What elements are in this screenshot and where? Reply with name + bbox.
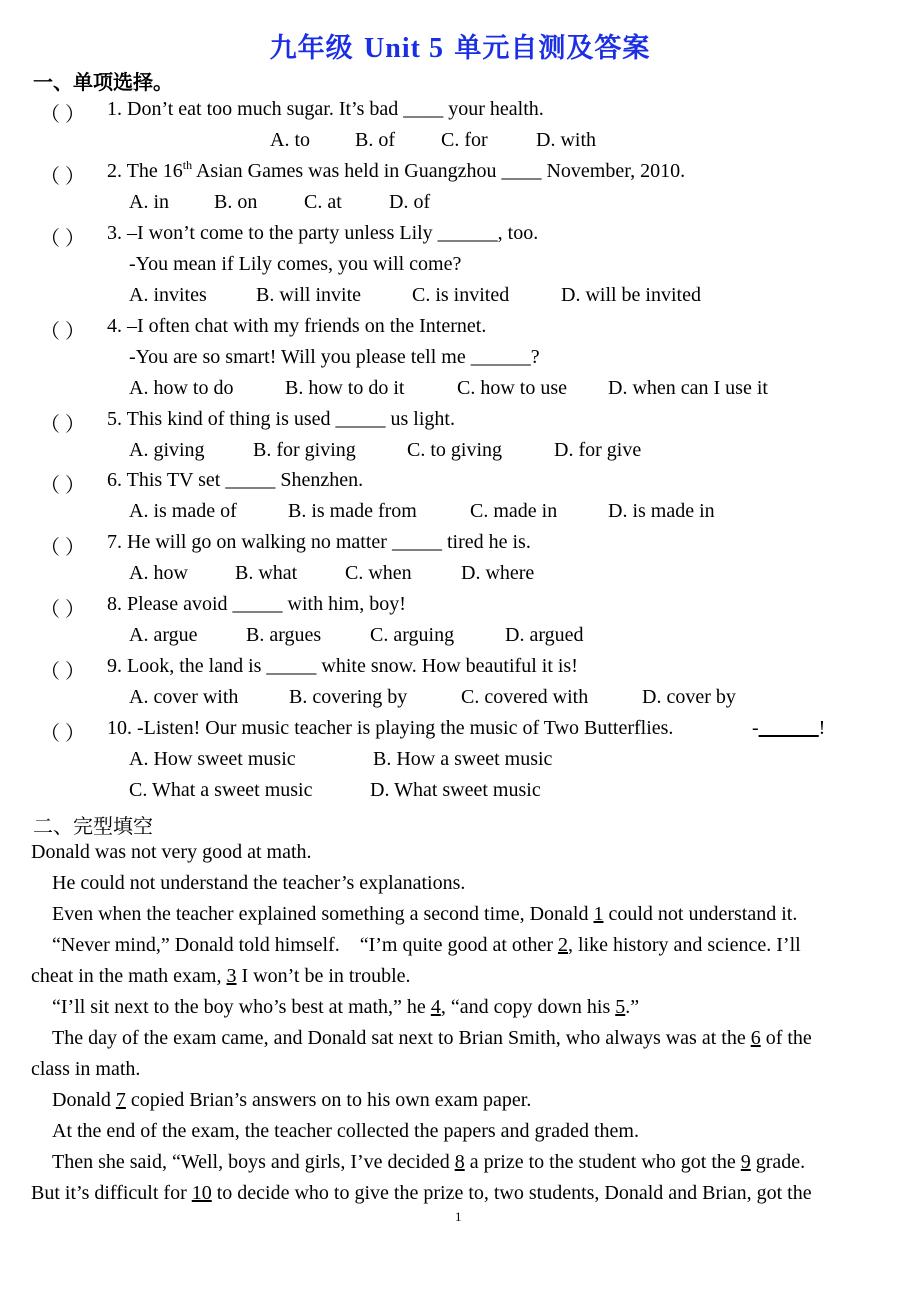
answer-blank[interactable]: （ ） — [40, 228, 85, 250]
option: A. How sweet music — [129, 748, 296, 770]
option: A. to — [270, 129, 310, 151]
option: C. arguing — [370, 624, 455, 646]
cloze-blank-1[interactable]: 1 — [593, 903, 604, 925]
option: B. on — [214, 191, 258, 213]
option: A. in — [129, 191, 169, 213]
option: C. for — [441, 129, 488, 151]
answer-blank[interactable]: （ ） — [40, 414, 85, 436]
passage-line: Donald was not very good at math. — [31, 841, 312, 863]
option: D. is made in — [608, 500, 715, 522]
answer-blank[interactable]: （ ） — [40, 661, 85, 683]
question-1: 1. Don’t eat too much sugar. It’s bad ____ your health. — [107, 98, 544, 120]
passage-line: At the end of the exam, the teacher collected the papers and graded them. — [52, 1120, 639, 1142]
option: C. What a sweet music — [129, 779, 313, 801]
option: B. is made from — [288, 500, 417, 522]
passage-line: The day of the exam came, and Donald sat next to Brian Smith, who always was at the 6 of the — [52, 1027, 812, 1049]
cloze-blank-9[interactable]: 9 — [740, 1151, 751, 1173]
question-3-line-2: -You mean if Lily comes, you will come? — [129, 253, 462, 275]
answer-blank[interactable]: （ ） — [40, 723, 85, 745]
question-10-reply: -______! — [752, 717, 826, 739]
passage-line: He could not understand the teacher’s explanations. — [52, 872, 466, 894]
option: D. for give — [554, 439, 642, 461]
question-2: 2. The 16th Asian Games was held in Guangzhou ____ November, 2010. — [107, 158, 686, 182]
option: B. argues — [246, 624, 322, 646]
option: C. at — [304, 191, 342, 213]
question-10: 10. -Listen! Our music teacher is playing the music of Two Butterflies. — [107, 717, 674, 739]
question-5: 5. This kind of thing is used _____ us light. — [107, 408, 455, 430]
passage-line: Donald 7 copied Brian’s answers on to his own exam paper. — [52, 1089, 532, 1111]
option: D. will be invited — [561, 284, 701, 306]
option: B. of — [355, 129, 395, 151]
passage-line: Then she said, “Well, boys and girls, I’ve decided 8 a prize to the student who got the 9 grade. — [52, 1151, 806, 1173]
option: D. What sweet music — [370, 779, 541, 801]
cloze-blank-5[interactable]: 5 — [615, 996, 626, 1018]
passage-line: “Never mind,” Donald told himself. “I’m quite good at other 2, like history and science. I’ll — [52, 934, 801, 956]
title-unit: Unit 5 — [364, 33, 444, 64]
cloze-blank-7[interactable]: 7 — [115, 1089, 126, 1111]
page-title — [0, 26, 920, 65]
passage-line: Even when the teacher explained something a second time, Donald 1 could not understand it. — [52, 903, 798, 925]
cloze-blank-6[interactable]: 6 — [750, 1027, 761, 1049]
answer-blank[interactable]: （ ） — [40, 321, 85, 343]
passage-line: But it’s difficult for 10 to decide who to give the prize to, two students, Donald and Brian, got the — [31, 1182, 812, 1204]
option: D. cover by — [642, 686, 736, 708]
option: C. is invited — [412, 284, 510, 306]
option: C. when — [345, 562, 412, 584]
answer-blank[interactable]: （ ） — [40, 104, 85, 126]
question-6: 6. This TV set _____ Shenzhen. — [107, 469, 364, 491]
answer-blank[interactable]: （ ） — [40, 166, 85, 188]
option: D. when can I use it — [608, 377, 768, 399]
option: C. covered with — [461, 686, 589, 708]
option: B. covering by — [289, 686, 408, 708]
option: A. is made of — [129, 500, 237, 522]
passage-line: “I’ll sit next to the boy who’s best at math,” he 4, “and copy down his 5.” — [52, 996, 640, 1018]
passage-line: class in math. — [31, 1058, 141, 1080]
option: D. argued — [505, 624, 584, 646]
option: B. for giving — [253, 439, 356, 461]
option: A. how to do — [129, 377, 234, 399]
option: D. with — [536, 129, 596, 151]
answer-blank[interactable]: （ ） — [40, 599, 85, 621]
option: A. giving — [129, 439, 205, 461]
title-suffix: 单元自测及答案 — [454, 33, 651, 64]
question-8: 8. Please avoid _____ with him, boy! — [107, 593, 406, 615]
cloze-blank-8[interactable]: 8 — [454, 1151, 465, 1173]
question-4-line-2: -You are so smart! Will you please tell me ______? — [129, 346, 540, 368]
option: D. where — [461, 562, 535, 584]
cloze-blank-4[interactable]: 4 — [430, 996, 441, 1018]
option: B. how to do it — [285, 377, 405, 399]
option: C. to giving — [407, 439, 503, 461]
option: C. how to use — [457, 377, 567, 399]
page-number: 1 — [455, 1209, 462, 1224]
option: C. made in — [470, 500, 558, 522]
question-7: 7. He will go on walking no matter _____ tired he is. — [107, 531, 531, 553]
cloze-blank-3[interactable]: 3 — [226, 965, 237, 987]
option: B. will invite — [256, 284, 361, 306]
option: A. how — [129, 562, 188, 584]
cloze-blank-10[interactable]: 10 — [191, 1182, 212, 1204]
option: B. what — [235, 562, 298, 584]
passage-line: cheat in the math exam, 3 I won’t be in trouble. — [31, 965, 411, 987]
section-heading-cloze: 二、完型填空 — [33, 814, 153, 838]
answer-blank[interactable]: （ ） — [40, 537, 85, 559]
option: A. invites — [129, 284, 207, 306]
answer-blank[interactable]: （ ） — [40, 475, 85, 497]
question-3: 3. –I won’t come to the party unless Lily ______, too. — [107, 222, 539, 244]
option: B. How a sweet music — [373, 748, 553, 770]
question-4: 4. –I often chat with my friends on the Internet. — [107, 315, 487, 337]
option: A. argue — [129, 624, 198, 646]
section-heading-single-choice: 一、单项选择。 — [33, 70, 173, 94]
option: D. of — [389, 191, 431, 213]
question-9: 9. Look, the land is _____ white snow. How beautiful it is! — [107, 655, 578, 677]
cloze-blank-2[interactable]: 2 — [557, 934, 568, 956]
title-grade: 九年级 — [269, 33, 354, 64]
option: A. cover with — [129, 686, 239, 708]
